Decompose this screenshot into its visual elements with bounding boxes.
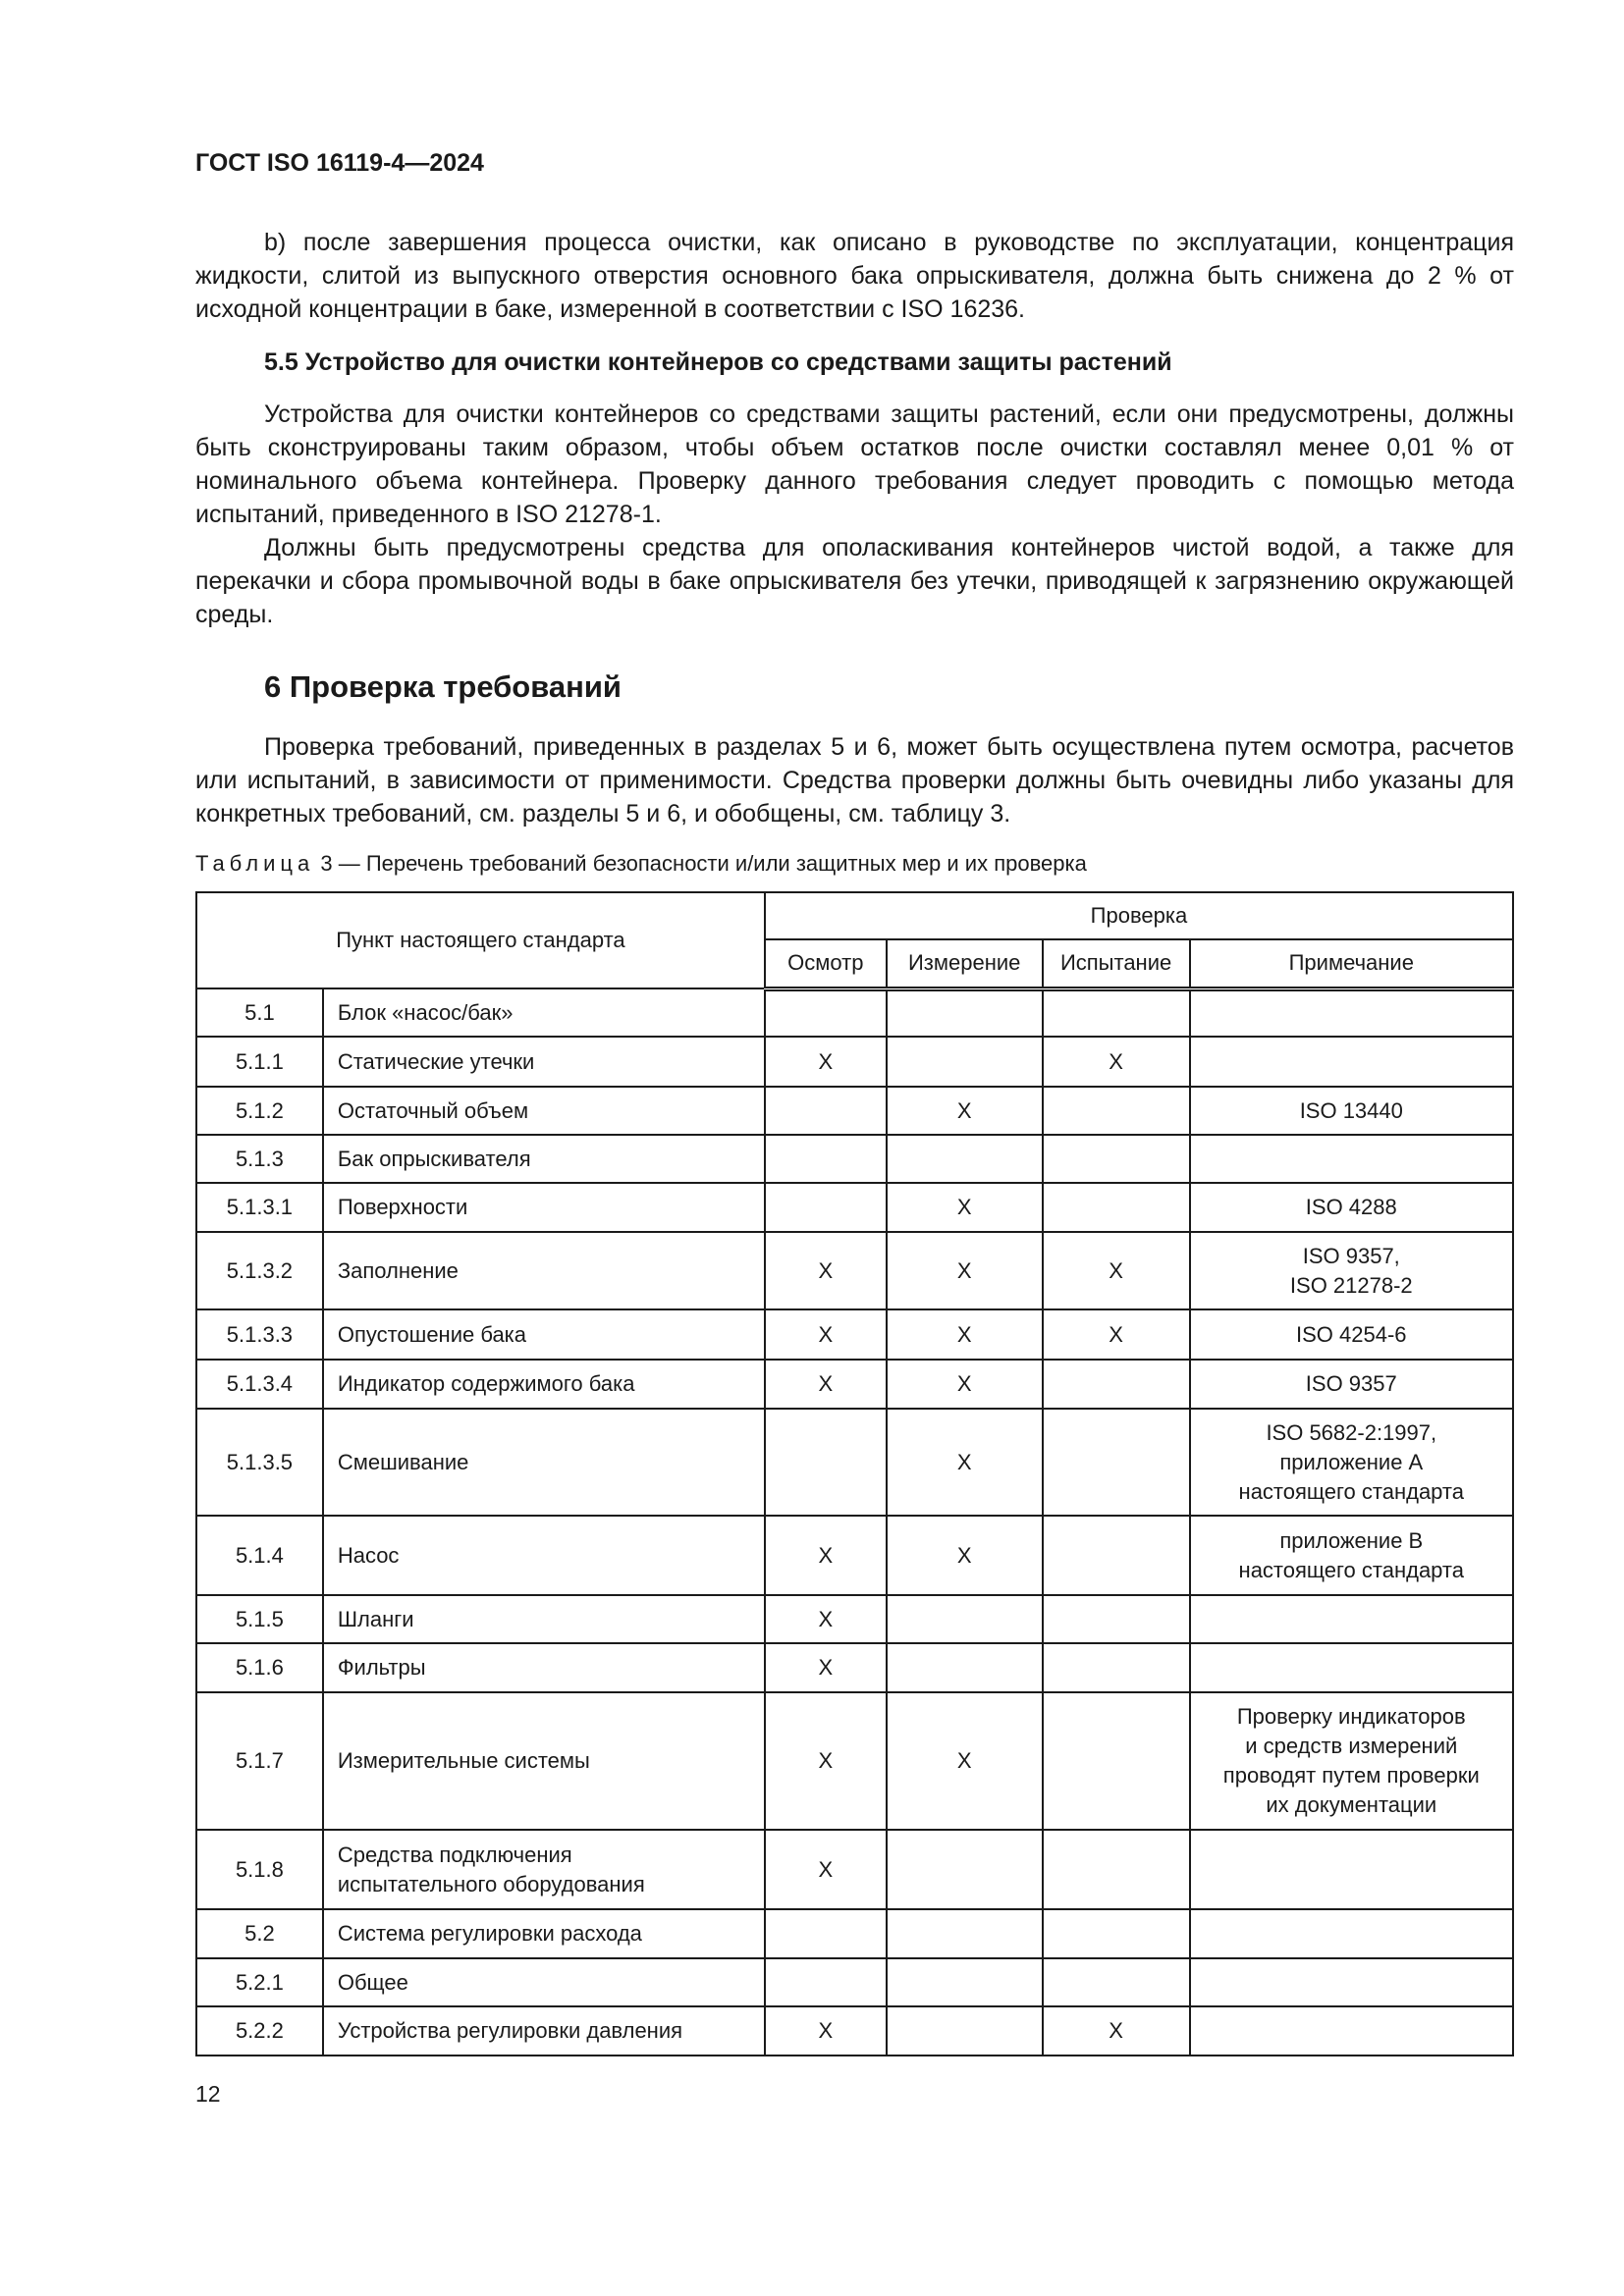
- item-name: Поверхности: [323, 1183, 765, 1232]
- table-caption: Таблица 3 — Перечень требований безопасности и/или защитных мер и их проверка: [195, 851, 1087, 876]
- table-row: [196, 1232, 1513, 1309]
- check-inspection: X: [765, 2006, 887, 2056]
- item-number: 5.1.3.3: [196, 1309, 323, 1360]
- check-inspection: X: [765, 1516, 887, 1595]
- note: ISO 9357, ISO 21278-2: [1190, 1232, 1513, 1309]
- item-name: Остаточный объем: [323, 1087, 765, 1135]
- check-inspection: [765, 1087, 887, 1135]
- note: [1190, 1830, 1513, 1909]
- check-inspection: [765, 1409, 887, 1516]
- check-test: X: [1043, 1232, 1190, 1309]
- check-test: [1043, 1595, 1190, 1643]
- check-measurement: [887, 2006, 1043, 2056]
- item-number: 5.1.3.4: [196, 1360, 323, 1409]
- section-6-heading: 6 Проверка требований: [264, 669, 622, 704]
- check-measurement: X: [887, 1309, 1043, 1360]
- item-number: 5.1.4: [196, 1516, 323, 1595]
- check-test: [1043, 1958, 1190, 2006]
- note: ISO 9357: [1190, 1360, 1513, 1409]
- item-name: Измерительные системы: [323, 1692, 765, 1830]
- check-test: [1043, 1360, 1190, 1409]
- item-number: 5.1.3.5: [196, 1409, 323, 1516]
- check-measurement: [887, 1909, 1043, 1958]
- table-row: [196, 1309, 1513, 1360]
- table-row: [196, 1830, 1513, 1909]
- item-name: Заполнение: [323, 1232, 765, 1309]
- table-row: [196, 1409, 1513, 1516]
- check-measurement: [887, 1595, 1043, 1643]
- item-number: 5.1.3: [196, 1135, 323, 1183]
- item-number: 5.1.2: [196, 1087, 323, 1135]
- note: [1190, 1643, 1513, 1692]
- note: ISO 13440: [1190, 1087, 1513, 1135]
- check-measurement: X: [887, 1516, 1043, 1595]
- note: [1190, 1135, 1513, 1183]
- item-name: Насос: [323, 1516, 765, 1595]
- item-name: Фильтры: [323, 1643, 765, 1692]
- item-number: 5.2: [196, 1909, 323, 1958]
- item-number: 5.1.6: [196, 1643, 323, 1692]
- check-test: [1043, 1183, 1190, 1232]
- check-measurement: [887, 1958, 1043, 2006]
- item-name: Опустошение бака: [323, 1309, 765, 1360]
- note: [1190, 1909, 1513, 1958]
- item-number: 5.1.8: [196, 1830, 323, 1909]
- item-number: 5.1.5: [196, 1595, 323, 1643]
- item-number: 5.1: [196, 988, 323, 1037]
- check-measurement: X: [887, 1360, 1043, 1409]
- note: ISO 4254-6: [1190, 1309, 1513, 1360]
- item-name: Блок «насос/бак»: [323, 988, 765, 1037]
- item-name: Общее: [323, 1958, 765, 2006]
- note: приложение В настоящего стандарта: [1190, 1516, 1513, 1595]
- check-inspection: [765, 1958, 887, 2006]
- check-measurement: X: [887, 1183, 1043, 1232]
- table-row: [196, 1909, 1513, 1958]
- check-measurement: X: [887, 1232, 1043, 1309]
- check-inspection: [765, 988, 887, 1037]
- note: [1190, 2006, 1513, 2056]
- item-name: Система регулировки расхода: [323, 1909, 765, 1958]
- paragraph-b: b) после завершения процесса очистки, как описано в руководстве по эксплуатации, концентрация жидкости, слитой из выпускного отверстия основного бака опрыскивателя, должна быть снижена до 2 % от исходной концентрации в баке, измеренной в соответствии с ISO 16236.: [195, 229, 1514, 323]
- requirements-table: [195, 891, 1514, 2056]
- table-row: [196, 988, 1513, 1037]
- check-test: [1043, 1409, 1190, 1516]
- section-5-5-paragraph-2: Должны быть предусмотрены средства для ополаскивания контейнеров чистой водой, а также для перекачки и сбора промывочной воды в баке опрыскивателя без утечки, приводящей к загрязнению окружающей среды.: [195, 534, 1514, 628]
- check-test: X: [1043, 1309, 1190, 1360]
- check-inspection: [765, 1909, 887, 1958]
- check-measurement: [887, 1643, 1043, 1692]
- table-row: [196, 1958, 1513, 2006]
- check-test: [1043, 988, 1190, 1037]
- check-test: [1043, 1643, 1190, 1692]
- note: ISO 5682-2:1997, приложение А настоящего стандарта: [1190, 1409, 1513, 1516]
- table-row: [196, 1037, 1513, 1087]
- item-name: Устройства регулировки давления: [323, 2006, 765, 2056]
- item-name: Смешивание: [323, 1409, 765, 1516]
- item-name: Статические утечки: [323, 1037, 765, 1087]
- note: [1190, 1595, 1513, 1643]
- header-col: Осмотр: [765, 939, 887, 988]
- table-row: [196, 1135, 1513, 1183]
- table-row: [196, 1360, 1513, 1409]
- item-name: Индикатор содержимого бака: [323, 1360, 765, 1409]
- note: Проверку индикаторов и средств измерений проводят путем проверки их документации: [1190, 1692, 1513, 1830]
- note: [1190, 988, 1513, 1037]
- check-test: X: [1043, 1037, 1190, 1087]
- check-inspection: X: [765, 1643, 887, 1692]
- check-measurement: [887, 1037, 1043, 1087]
- item-number: 5.2.2: [196, 2006, 323, 2056]
- header-col: Измерение: [887, 939, 1043, 988]
- check-inspection: [765, 1183, 887, 1232]
- header-item: Пункт настоящего стандарта: [196, 892, 765, 988]
- check-test: X: [1043, 2006, 1190, 2056]
- check-inspection: X: [765, 1309, 887, 1360]
- section-5-5-paragraph-1: Устройства для очистки контейнеров со средствами защиты растений, если они предусмотрены, должны быть сконструированы таким образом, чтобы объем остатков после очистки составлял менее 0,01 % от номинального объема контейнера. Проверку данного требования следует проводить с помощью метода испытаний, приведенного в ISO 21278-1.: [195, 400, 1514, 528]
- item-number: 5.2.1: [196, 1958, 323, 2006]
- table-row: [196, 1692, 1513, 1830]
- check-inspection: X: [765, 1360, 887, 1409]
- check-inspection: X: [765, 1692, 887, 1830]
- check-inspection: X: [765, 1595, 887, 1643]
- section-6-paragraph: Проверка требований, приведенных в разделах 5 и 6, может быть осуществлена путем осмотра, расчетов или испытаний, в зависимости от применимости. Средства проверки должны быть очевидны либо указаны для конкретных требований, см. разделы 5 и 6, и обобщены, см. таблицу 3.: [195, 733, 1514, 828]
- note: [1190, 1037, 1513, 1087]
- check-test: [1043, 1909, 1190, 1958]
- check-test: [1043, 1692, 1190, 1830]
- check-measurement: [887, 1830, 1043, 1909]
- table-row: [196, 1183, 1513, 1232]
- check-measurement: X: [887, 1692, 1043, 1830]
- item-name: Шланги: [323, 1595, 765, 1643]
- check-test: [1043, 1135, 1190, 1183]
- check-test: [1043, 1830, 1190, 1909]
- page-number: 12: [195, 2081, 221, 2107]
- table-row: [196, 1516, 1513, 1595]
- check-inspection: [765, 1135, 887, 1183]
- item-name: Бак опрыскивателя: [323, 1135, 765, 1183]
- document-header: ГОСТ ISO 16119-4—2024: [195, 149, 484, 177]
- check-measurement: X: [887, 1087, 1043, 1135]
- header-col: Примечание: [1190, 939, 1513, 988]
- table-row: [196, 1087, 1513, 1135]
- check-measurement: X: [887, 1409, 1043, 1516]
- table-row: [196, 1643, 1513, 1692]
- item-number: 5.1.1: [196, 1037, 323, 1087]
- check-inspection: X: [765, 1830, 887, 1909]
- item-number: 5.1.3.2: [196, 1232, 323, 1309]
- section-5-5-heading: 5.5 Устройство для очистки контейнеров со средствами защиты растений: [264, 348, 1172, 376]
- check-inspection: X: [765, 1037, 887, 1087]
- check-test: [1043, 1516, 1190, 1595]
- check-measurement: [887, 1135, 1043, 1183]
- check-inspection: X: [765, 1232, 887, 1309]
- table-row: [196, 1595, 1513, 1643]
- table-row: [196, 2006, 1513, 2056]
- check-measurement: [887, 988, 1043, 1037]
- item-number: 5.1.7: [196, 1692, 323, 1830]
- note: ISO 4288: [1190, 1183, 1513, 1232]
- item-number: 5.1.3.1: [196, 1183, 323, 1232]
- header-check: Проверка: [765, 892, 1513, 939]
- check-test: [1043, 1087, 1190, 1135]
- header-col: Испытание: [1043, 939, 1190, 988]
- item-name: Средства подключения испытательного оборудования: [323, 1830, 765, 1909]
- note: [1190, 1958, 1513, 2006]
